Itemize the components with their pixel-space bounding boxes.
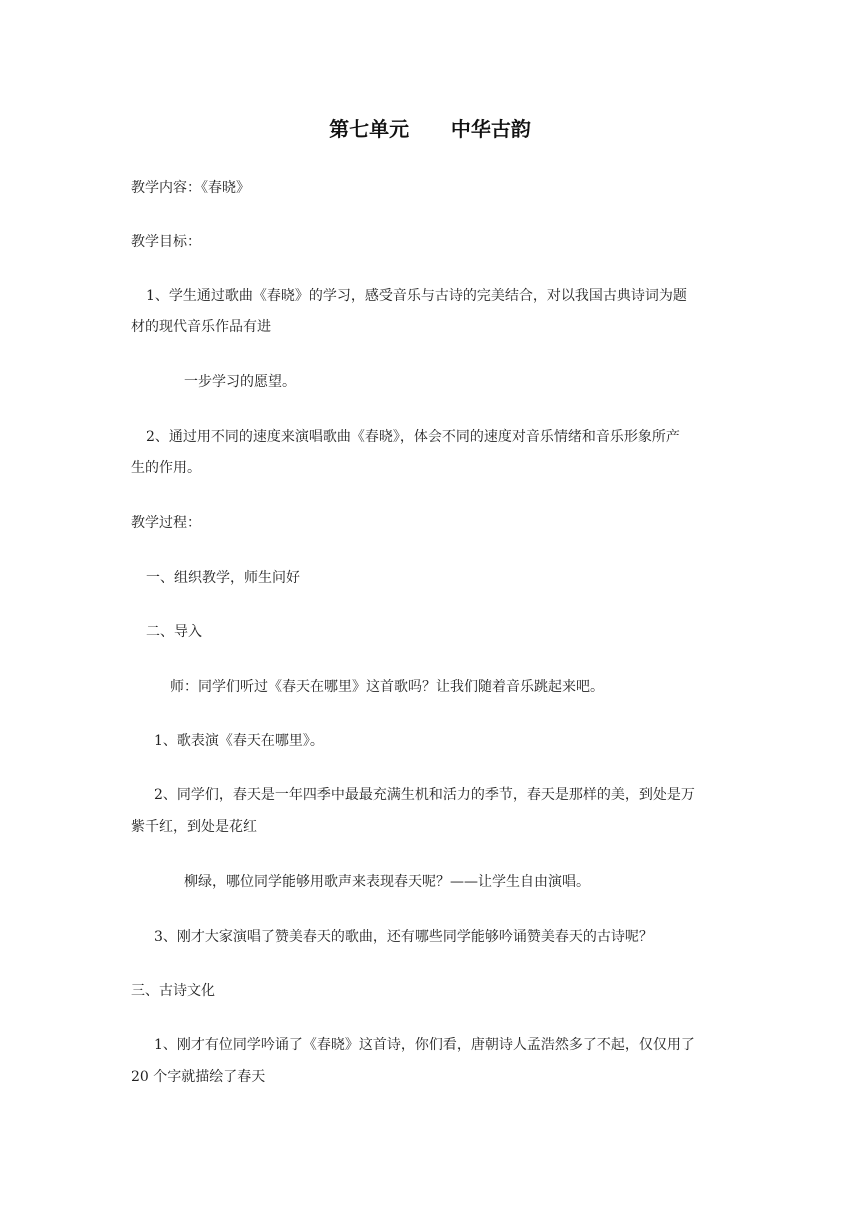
step-1-line: 1、歌表演《春天在哪里》。 bbox=[154, 733, 324, 749]
goal-1-line-2: 材的现代音乐作品有进 bbox=[131, 319, 271, 335]
step-2-line-3: 柳绿，哪位同学能够用歌声来表现春天呢？——让学生自由演唱。 bbox=[184, 874, 590, 890]
section-2-heading: 二、导入 bbox=[146, 624, 202, 640]
page-title: 第七单元 中华古韵 bbox=[329, 117, 531, 141]
goal-1-line-3: 一步学习的愿望。 bbox=[184, 374, 296, 390]
section-3-heading: 三、古诗文化 bbox=[131, 983, 215, 999]
teaching-content-line: 教学内容：《春晓》 bbox=[131, 180, 250, 196]
teaching-process-heading: 教学过程： bbox=[131, 515, 201, 531]
goal-1-line-1: 1、学生通过歌曲《春晓》的学习，感受音乐与古诗的完美结合，对以我国古典诗词为题 bbox=[146, 288, 687, 304]
step-2-line-2: 紫千红，到处是花红 bbox=[131, 819, 257, 835]
goal-2-line-2: 生的作用。 bbox=[131, 460, 201, 476]
poem-line-1: 1、刚才有位同学吟诵了《春晓》这首诗，你们看，唐朝诗人孟浩然多了不起，仅仅用了 bbox=[154, 1037, 695, 1053]
poem-line-2: 20 个字就描绘了春天 bbox=[131, 1069, 266, 1085]
goal-2-line-1: 2、通过用不同的速度来演唱歌曲《春晓》，体会不同的速度对音乐情绪和音乐形象所产 bbox=[146, 429, 680, 445]
teacher-line: 师：同学们听过《春天在哪里》这首歌吗？让我们随着音乐跳起来吧。 bbox=[170, 679, 604, 695]
step-3-line: 3、刚才大家演唱了赞美春天的歌曲，还有哪些同学能够吟诵赞美春天的古诗呢？ bbox=[154, 929, 653, 945]
section-1-heading: 一、组织教学，师生问好 bbox=[146, 570, 300, 586]
teaching-goals-heading: 教学目标： bbox=[131, 234, 201, 250]
step-2-line-1: 2、同学们，春天是一年四季中最最充满生机和活力的季节，春天是那样的美，到处是万 bbox=[154, 787, 695, 803]
